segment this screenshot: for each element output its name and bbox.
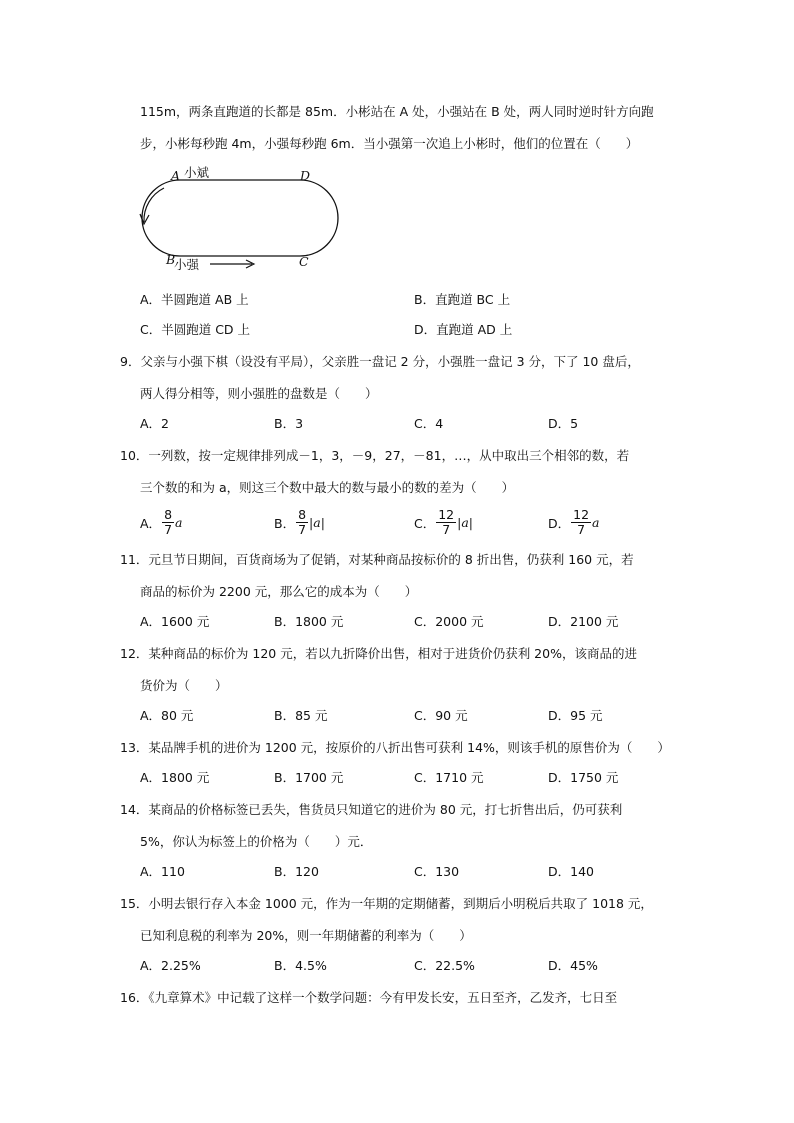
q13-option-d: D．1750 元 [548,770,619,785]
fraction-denominator: 7 [298,522,307,537]
option-tail: a [592,515,600,530]
q9-line1: 9．父亲与小强下棋（设没有平局），父亲胜一盘记 2 分，小强胜一盘记 3 分，下了 10 盘后， [120,354,640,369]
name-xiaobin: 小斌 [184,165,210,180]
q11-option-a: A．1600 元 [140,614,210,629]
option-tail: a [175,515,183,530]
option-label: D． [548,515,571,531]
q9-option-a: A．2 [140,416,170,431]
running-track-diagram [128,160,348,275]
fraction [296,508,308,537]
option-tail: |a| [309,515,325,530]
q9-line2: 两人得分相等，则小强胜的盘数是（ ） [140,386,378,401]
track-outline [142,180,338,256]
q8-option-c: C．半圆跑道 CD 上 [140,322,251,337]
ccw-arrow [144,188,164,222]
q9-option-d: D．5 [548,416,579,431]
q11-option-c: C．2000 元 [414,614,484,629]
q8-line1: 115m，两条直跑道的长都是 85m．小彬站在 A 处，小强站在 B 处，两人同时逆时针方向跑 [140,104,654,119]
q8-option-a: A．半圆跑道 AB 上 [140,292,249,307]
label-d: D [300,168,311,183]
label-c: C [299,254,309,269]
q10-line1: 10．一列数，按一定规律排列成－1，3，－9，27，－81，…，从中取出三个相邻的数，若 [120,448,630,463]
q10-option-a [140,508,182,537]
label-b: B [166,252,176,267]
label-a: A [171,168,181,183]
fraction-numerator: 8 [164,507,173,522]
fraction-denominator: 7 [577,522,586,537]
q8-option-d: D．直跑道 AD 上 [414,322,513,337]
option-tail: |a| [457,515,474,530]
q9-option-b: B．3 [274,416,304,431]
q15-option-c: C．22.5% [414,958,475,973]
option-label: C． [414,515,436,531]
q15-line2: 已知利息税的利率为 20%，则一年期储蓄的利率为（ ） [140,928,472,943]
q12-option-b: B．85 元 [274,708,328,723]
q9-option-c: C．4 [414,416,444,431]
q10-option-c [414,508,473,537]
q15-option-b: B．4.5% [274,958,327,973]
q12-option-c: C．90 元 [414,708,468,723]
fraction [162,508,174,537]
q11-option-b: B．1800 元 [274,614,344,629]
q10-line2: 三个数的和为 a，则这三个数中最大的数与最小的数的差为（ ） [140,480,515,495]
q14-option-d: D．140 [548,864,594,879]
q14-option-a: A．110 [140,864,185,879]
fraction [436,508,456,537]
name-xiaoqiang: 小强 [174,257,200,272]
q10-option-d [548,508,600,537]
q12-line2: 货价为（ ） [140,678,228,693]
fraction-numerator: 12 [573,507,590,522]
q12-option-d: D．95 元 [548,708,603,723]
q14-line1: 14．某商品的价格标签已丢失，售货员只知道它的进价为 80 元，打七折售出后，仍可获利 [120,802,623,817]
q14-option-c: C．130 [414,864,460,879]
q8-option-b: B．直跑道 BC 上 [414,292,511,307]
fraction-numerator: 12 [438,507,455,522]
q13-option-c: C．1710 元 [414,770,484,785]
fraction-denominator: 7 [164,522,173,537]
q11-line1: 11．元旦节日期间，百货商场为了促销，对某种商品按标价的 8 折出售，仍获利 160 元，若 [120,552,634,567]
q12-option-a: A．80 元 [140,708,194,723]
option-label: B． [274,515,296,531]
q14-line2: 5%，你认为标签上的价格为（ ）元． [140,834,373,849]
q13-option-a: A．1800 元 [140,770,210,785]
option-label: A． [140,515,162,531]
q10-option-b [274,508,325,537]
q13-line1: 13．某品牌手机的进价为 1200 元，按原价的八折出售可获利 14%，则该手机的原售价为（ ） [120,740,670,755]
q11-option-d: D．2100 元 [548,614,619,629]
fraction [571,508,591,537]
q11-line2: 商品的标价为 2200 元，那么它的成本为（ ） [140,584,418,599]
q12-line1: 12．某种商品的标价为 120 元，若以九折降价出售，相对于进货价仍获利 20%，该商品的进 [120,646,637,661]
q16-line1: 16．《九章算术》中记载了这样一个数学问题：今有甲发长安，五日至齐，乙发齐，七日至 [120,990,618,1005]
q8-line2: 步，小彬每秒跑 4m，小强每秒跑 6m．当小强第一次追上小彬时，他们的位置在（ ） [140,136,639,151]
q15-line1: 15．小明去银行存入本金 1000 元，作为一年期的定期储蓄，到期后小明税后共取了 1018 元， [120,896,653,911]
q13-option-b: B．1700 元 [274,770,344,785]
fraction-denominator: 7 [442,522,451,537]
fraction-numerator: 8 [298,507,307,522]
q14-option-b: B．120 [274,864,319,879]
q15-option-d: D．45% [548,958,598,973]
q15-option-a: A．2.25% [140,958,201,973]
